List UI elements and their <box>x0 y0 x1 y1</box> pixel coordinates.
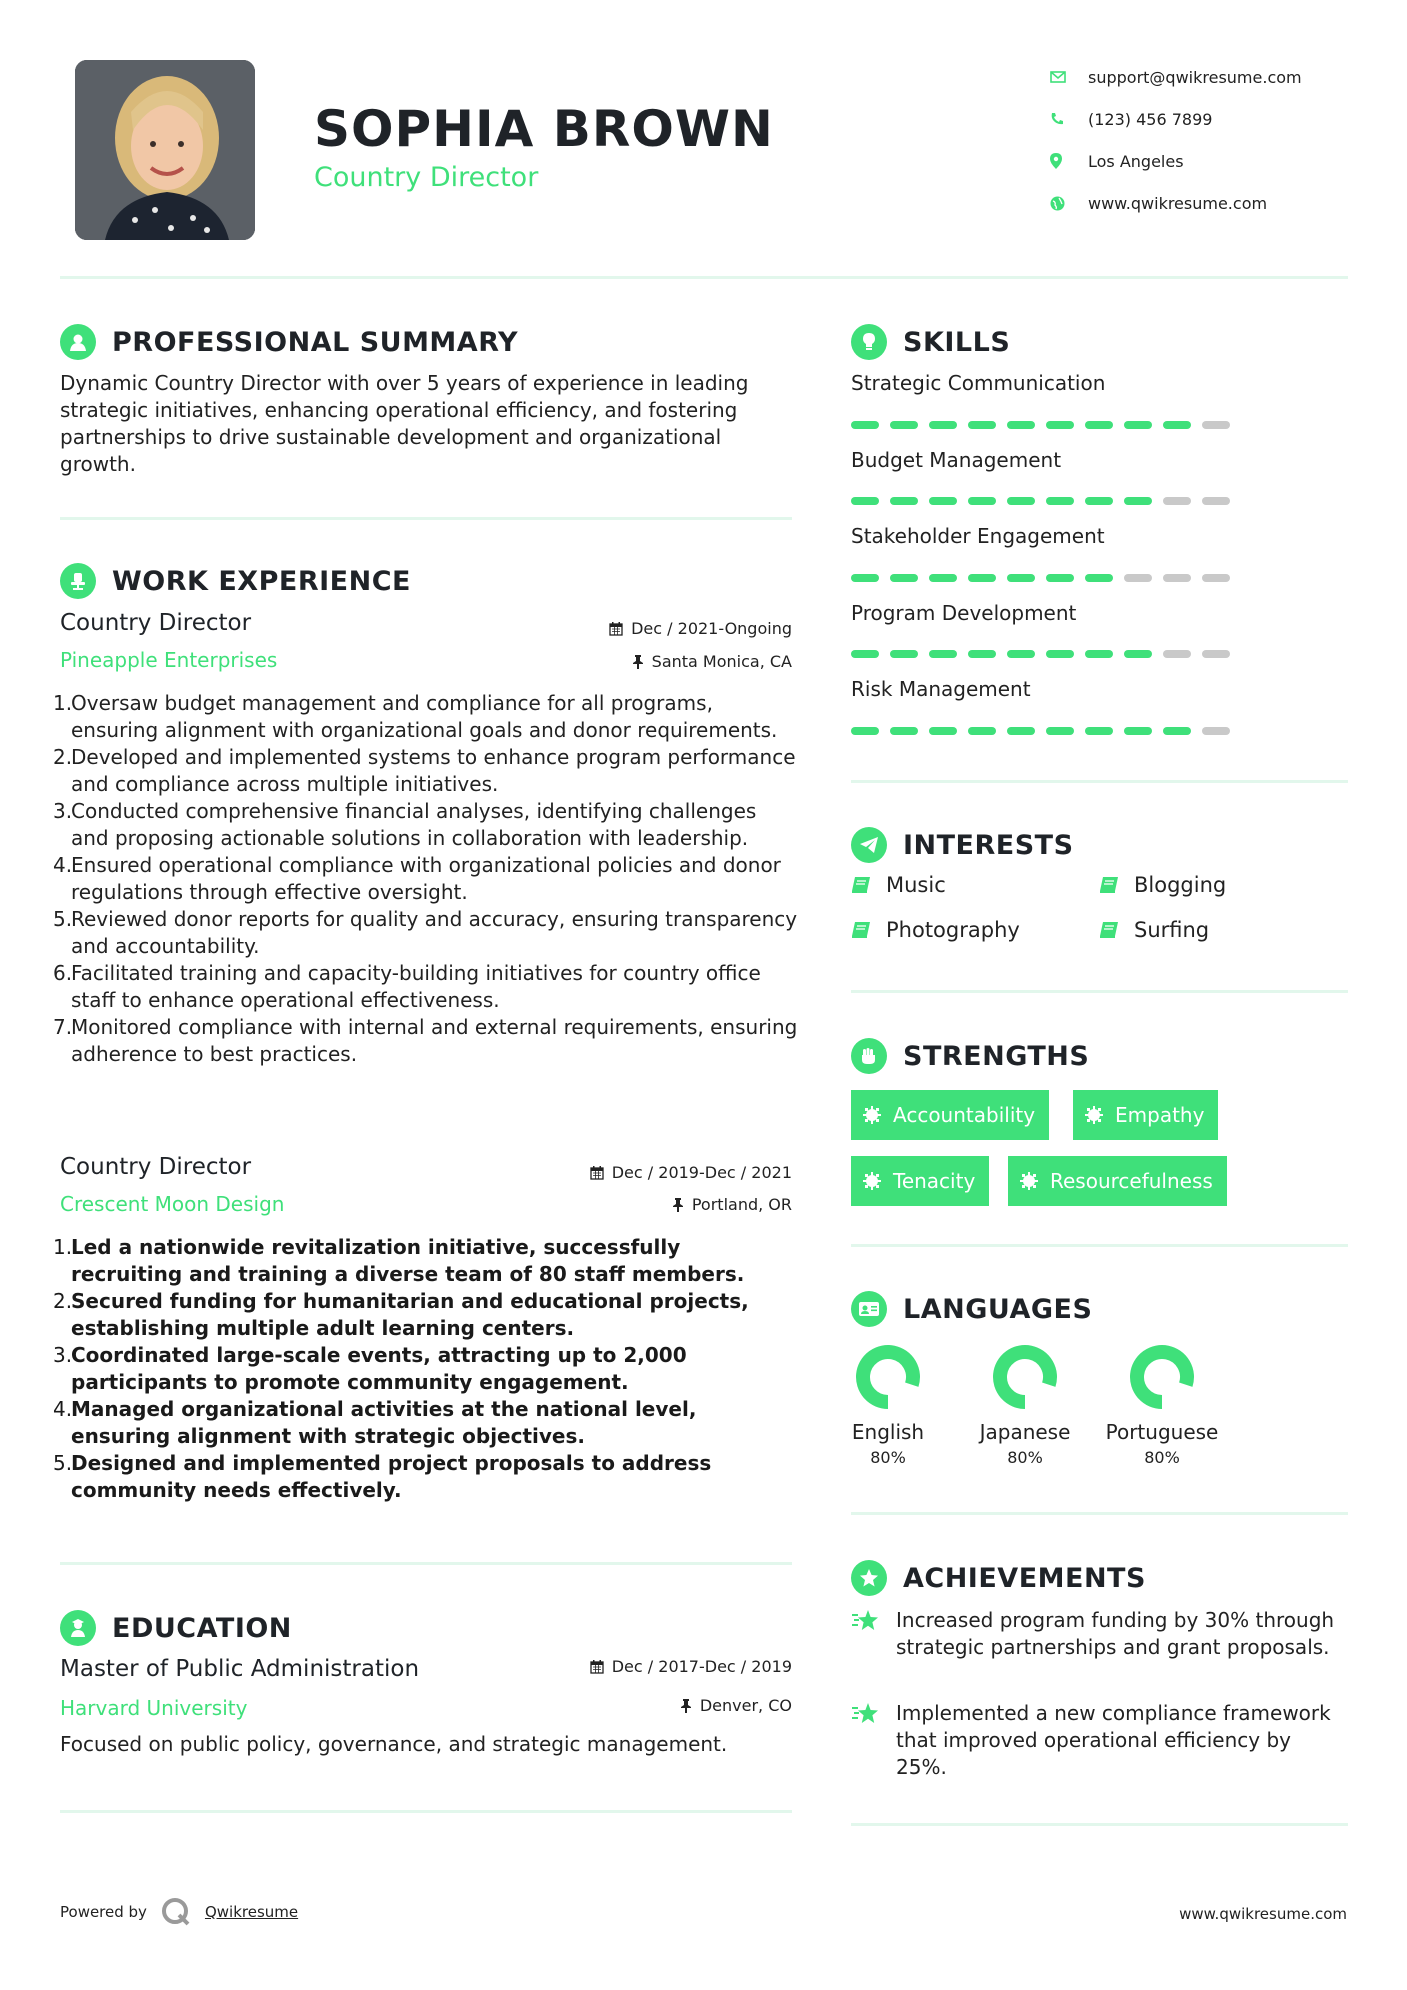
skill-level-segment <box>1124 497 1152 505</box>
languages-heading <box>851 1291 1092 1327</box>
pushpin-icon <box>632 655 644 669</box>
strength-chip: Resourcefulness <box>1008 1156 1227 1206</box>
contact-location <box>1050 140 1380 182</box>
header-divider <box>60 276 1348 279</box>
summary-text: Dynamic Country Director with over 5 years of experience in leading strategic initiatives, enhancing operational efficiency, and fostering partnerships to drive sustainable development and organizational growth. <box>60 371 749 476</box>
contact-email-text: support@qwikresume.com <box>1088 67 1302 87</box>
skill-level-segment <box>1046 574 1074 582</box>
list-item: 5. Reviewed donor reports for quality and accuracy, ensuring transparency and accountability. <box>53 907 798 958</box>
skill-level-segment <box>1124 421 1152 429</box>
summary-title: PROFESSIONAL SUMMARY <box>112 326 519 358</box>
list-item: 3. Conducted comprehensive financial analyses, identifying challenges and proposing actionable solutions in collaboration with leadership. <box>53 799 757 850</box>
phone-icon <box>1050 112 1088 126</box>
badge-icon <box>863 1172 881 1190</box>
contact-phone-text: (123) 456 7899 <box>1088 109 1213 129</box>
job-1-dates <box>500 619 792 638</box>
skill-level-segment <box>1085 574 1113 582</box>
job-2-location-text: Portland, OR <box>691 1195 792 1214</box>
skill-bar <box>851 727 1230 735</box>
skill-level-segment <box>968 421 996 429</box>
skill-name: Program Development <box>851 601 1077 625</box>
skill-level-segment <box>1085 650 1113 658</box>
badge-icon <box>1020 1172 1038 1190</box>
languages-divider <box>851 1512 1348 1515</box>
job-2-title: Country Director <box>60 1154 252 1180</box>
skill-level-segment <box>1124 727 1152 735</box>
skill-level-segment <box>890 574 918 582</box>
skill-level-segment <box>1046 650 1074 658</box>
skill-level-segment <box>1202 727 1230 735</box>
skill-level-segment <box>1007 650 1035 658</box>
map-pin-icon <box>1050 153 1088 169</box>
skill-level-segment <box>851 574 879 582</box>
contact-website-text: www.qwikresume.com <box>1088 193 1268 213</box>
skill-level-segment <box>851 497 879 505</box>
strength-chip: Accountability <box>851 1090 1049 1140</box>
id-card-icon <box>851 1291 887 1327</box>
graduate-icon <box>60 1610 96 1646</box>
summary-divider <box>60 517 792 520</box>
interest-item: Surfing <box>1099 918 1209 942</box>
book-icon <box>1099 921 1134 939</box>
job-1-location-text: Santa Monica, CA <box>651 652 792 671</box>
skill-level-segment <box>968 497 996 505</box>
list-item: 4. Ensured operational compliance with organizational policies and donor regulations through effective oversight. <box>53 853 781 904</box>
job-2-bullets <box>53 1234 798 1504</box>
list-item: 2. Secured funding for humanitarian and educational projects, establishing multiple adult learning centers. <box>53 1289 749 1340</box>
strength-chip: Empathy <box>1073 1090 1218 1140</box>
language-progress-arc <box>863 1352 913 1402</box>
badge-icon <box>863 1106 881 1124</box>
education-divider <box>60 1810 792 1813</box>
strength-chip: Tenacity <box>851 1156 989 1206</box>
language-progress-arc <box>1000 1352 1050 1402</box>
language-name: Portuguese <box>1105 1420 1219 1444</box>
skill-level-segment <box>1007 727 1035 735</box>
languages-title: LANGUAGES <box>903 1293 1093 1325</box>
calendar-icon <box>590 1660 604 1674</box>
education-heading <box>60 1610 292 1646</box>
skill-level-segment <box>1163 497 1191 505</box>
powered-by-text: Powered by <box>60 1903 147 1921</box>
job-1-location <box>500 652 792 671</box>
badge-icon <box>1085 1106 1103 1124</box>
skill-bar <box>851 497 1230 505</box>
skill-level-segment <box>851 421 879 429</box>
contact-phone[interactable] <box>1050 98 1380 140</box>
achievements-divider <box>851 1823 1348 1826</box>
skill-level-segment <box>1124 574 1152 582</box>
list-item: 1. Oversaw budget management and compliance for all programs, ensuring alignment with organizational goals and donor requirements. <box>53 691 778 742</box>
calendar-icon <box>609 622 623 636</box>
skill-level-segment <box>968 574 996 582</box>
language-name: English <box>851 1420 925 1444</box>
star-icon <box>851 1700 896 1781</box>
strengths-divider <box>851 1244 1348 1247</box>
skill-level-segment <box>1163 421 1191 429</box>
education-title: EDUCATION <box>112 1612 292 1644</box>
summary-heading <box>60 324 518 360</box>
interest-item: Music <box>851 873 946 897</box>
education-location-text: Denver, CO <box>699 1696 792 1715</box>
skill-level-segment <box>1046 727 1074 735</box>
education-degree: Master of Public Administration <box>60 1656 420 1682</box>
star-badge-icon <box>851 1560 887 1596</box>
interest-item: Photography <box>851 918 1020 942</box>
book-icon <box>851 921 886 939</box>
skill-level-segment <box>1085 727 1113 735</box>
job-2-dates <box>500 1163 792 1182</box>
candidate-title: Country Director <box>314 162 539 193</box>
skill-bar <box>851 574 1230 582</box>
job-2-company: Crescent Moon Design <box>60 1192 285 1216</box>
skill-level-segment <box>929 421 957 429</box>
skill-level-segment <box>929 497 957 505</box>
interests-divider <box>851 990 1348 993</box>
job-2-dates-text: Dec / 2019-Dec / 2021 <box>611 1163 792 1182</box>
person-portrait-icon <box>75 60 255 240</box>
skill-level-segment <box>929 727 957 735</box>
paper-plane-icon <box>851 827 887 863</box>
footer-powered-by <box>60 1897 298 1927</box>
list-item: 2. Developed and implemented systems to enhance program performance and compliance across multiple initiatives. <box>53 745 796 796</box>
interests-heading <box>851 827 1074 863</box>
language-progress-arc <box>1137 1352 1187 1402</box>
education-dates <box>500 1657 792 1676</box>
calendar-icon <box>590 1166 604 1180</box>
pushpin-icon <box>680 1699 692 1713</box>
skill-bar <box>851 421 1230 429</box>
skill-level-segment <box>1124 650 1152 658</box>
interests-title: INTERESTS <box>903 829 1074 861</box>
qwikresume-link[interactable]: Qwikresume <box>204 1903 299 1921</box>
envelope-icon <box>1050 71 1088 83</box>
education-school: Harvard University <box>60 1696 248 1720</box>
skill-level-segment <box>1202 574 1230 582</box>
skill-level-segment <box>1085 497 1113 505</box>
skill-level-segment <box>1202 650 1230 658</box>
skill-level-segment <box>1085 421 1113 429</box>
skills-heading <box>851 324 1010 360</box>
job-1-dates-text: Dec / 2021-Ongoing <box>631 619 792 638</box>
list-item: 1. Led a nationwide revitalization initiative, successfully recruiting and training a diverse team of 80 staff members. <box>53 1235 745 1286</box>
experience-divider <box>60 1562 792 1565</box>
skill-name: Stakeholder Engagement <box>851 524 1105 548</box>
skill-level-segment <box>1046 421 1074 429</box>
book-icon <box>851 876 886 894</box>
interest-item: Blogging <box>1099 873 1226 897</box>
language-ring <box>990 1342 1060 1412</box>
skill-name: Budget Management <box>851 448 1062 472</box>
qwikresume-logo-icon <box>161 1897 191 1927</box>
globe-icon <box>1050 196 1088 211</box>
language-item <box>1092 1342 1232 1467</box>
profile-photo <box>75 60 255 240</box>
contact-website[interactable] <box>1050 182 1380 224</box>
list-item: 4. Managed organizational activities at the national level, ensuring alignment with strategic objectives. <box>53 1397 697 1448</box>
contact-block <box>1050 56 1380 224</box>
skill-level-segment <box>1163 574 1191 582</box>
job-1-title: Country Director <box>60 610 252 636</box>
user-icon <box>60 324 96 360</box>
education-description: Focused on public policy, governance, and strategic management. <box>60 1732 728 1756</box>
list-item: 6. Facilitated training and capacity-building initiatives for country office staff to enhance operational effectiveness. <box>53 961 761 1012</box>
skill-name: Risk Management <box>851 677 1031 701</box>
language-percent: 80% <box>870 1448 906 1467</box>
language-item <box>955 1342 1095 1467</box>
job-1-company: Pineapple Enterprises <box>60 648 278 672</box>
achievements-title: ACHIEVEMENTS <box>903 1562 1146 1594</box>
skill-level-segment <box>1163 650 1191 658</box>
contact-location-text: Los Angeles <box>1088 151 1184 171</box>
list-item: 3. Coordinated large-scale events, attracting up to 2,000 participants to promote community engagement. <box>53 1343 687 1394</box>
skill-level-segment <box>851 727 879 735</box>
book-icon <box>1099 876 1134 894</box>
language-percent: 80% <box>1144 1448 1180 1467</box>
skills-title: SKILLS <box>903 326 1011 358</box>
skill-level-segment <box>890 497 918 505</box>
skill-level-segment <box>929 650 957 658</box>
experience-title: WORK EXPERIENCE <box>112 565 411 597</box>
skill-level-segment <box>1007 497 1035 505</box>
skill-level-segment <box>929 574 957 582</box>
skill-level-segment <box>1163 727 1191 735</box>
language-name: Japanese <box>979 1420 1071 1444</box>
skill-level-segment <box>1202 421 1230 429</box>
skill-level-segment <box>890 650 918 658</box>
skill-level-segment <box>1007 421 1035 429</box>
education-location <box>500 1696 792 1715</box>
achievements-heading <box>851 1560 1146 1596</box>
skill-level-segment <box>890 421 918 429</box>
pushpin-icon <box>672 1198 684 1212</box>
achievement-item: Implemented a new compliance framework that improved operational efficiency by 25%. <box>851 1700 1348 1781</box>
skill-name: Strategic Communication <box>851 371 1106 395</box>
contact-email[interactable] <box>1050 56 1380 98</box>
lightbulb-icon <box>851 324 887 360</box>
candidate-name: SOPHIA BROWN <box>314 100 774 158</box>
skill-level-segment <box>1007 574 1035 582</box>
job-1-bullets <box>53 690 798 1068</box>
star-icon <box>851 1607 896 1661</box>
briefcase-icon <box>60 563 96 599</box>
skill-level-segment <box>968 727 996 735</box>
skills-divider <box>851 780 1348 783</box>
skill-level-segment <box>851 650 879 658</box>
fist-icon <box>851 1038 887 1074</box>
education-dates-text: Dec / 2017-Dec / 2019 <box>611 1657 792 1676</box>
skill-level-segment <box>1046 497 1074 505</box>
list-item: 7. Monitored compliance with internal and external requirements, ensuring adherence to best practices. <box>53 1015 798 1066</box>
skill-level-segment <box>890 727 918 735</box>
list-item: 5. Designed and implemented project proposals to address community needs effectively. <box>53 1451 712 1502</box>
skill-level-segment <box>1202 497 1230 505</box>
language-ring <box>853 1342 923 1412</box>
language-item <box>818 1342 958 1467</box>
job-2-location <box>500 1195 792 1214</box>
skill-bar <box>851 650 1230 658</box>
experience-heading <box>60 563 411 599</box>
skill-level-segment <box>968 650 996 658</box>
language-ring <box>1127 1342 1197 1412</box>
footer-website[interactable]: www.qwikresume.com <box>1179 1905 1347 1923</box>
strengths-heading <box>851 1038 1089 1074</box>
strengths-title: STRENGTHS <box>903 1040 1090 1072</box>
language-percent: 80% <box>1007 1448 1043 1467</box>
achievement-item: Increased program funding by 30% through strategic partnerships and grant proposals. <box>851 1607 1348 1661</box>
